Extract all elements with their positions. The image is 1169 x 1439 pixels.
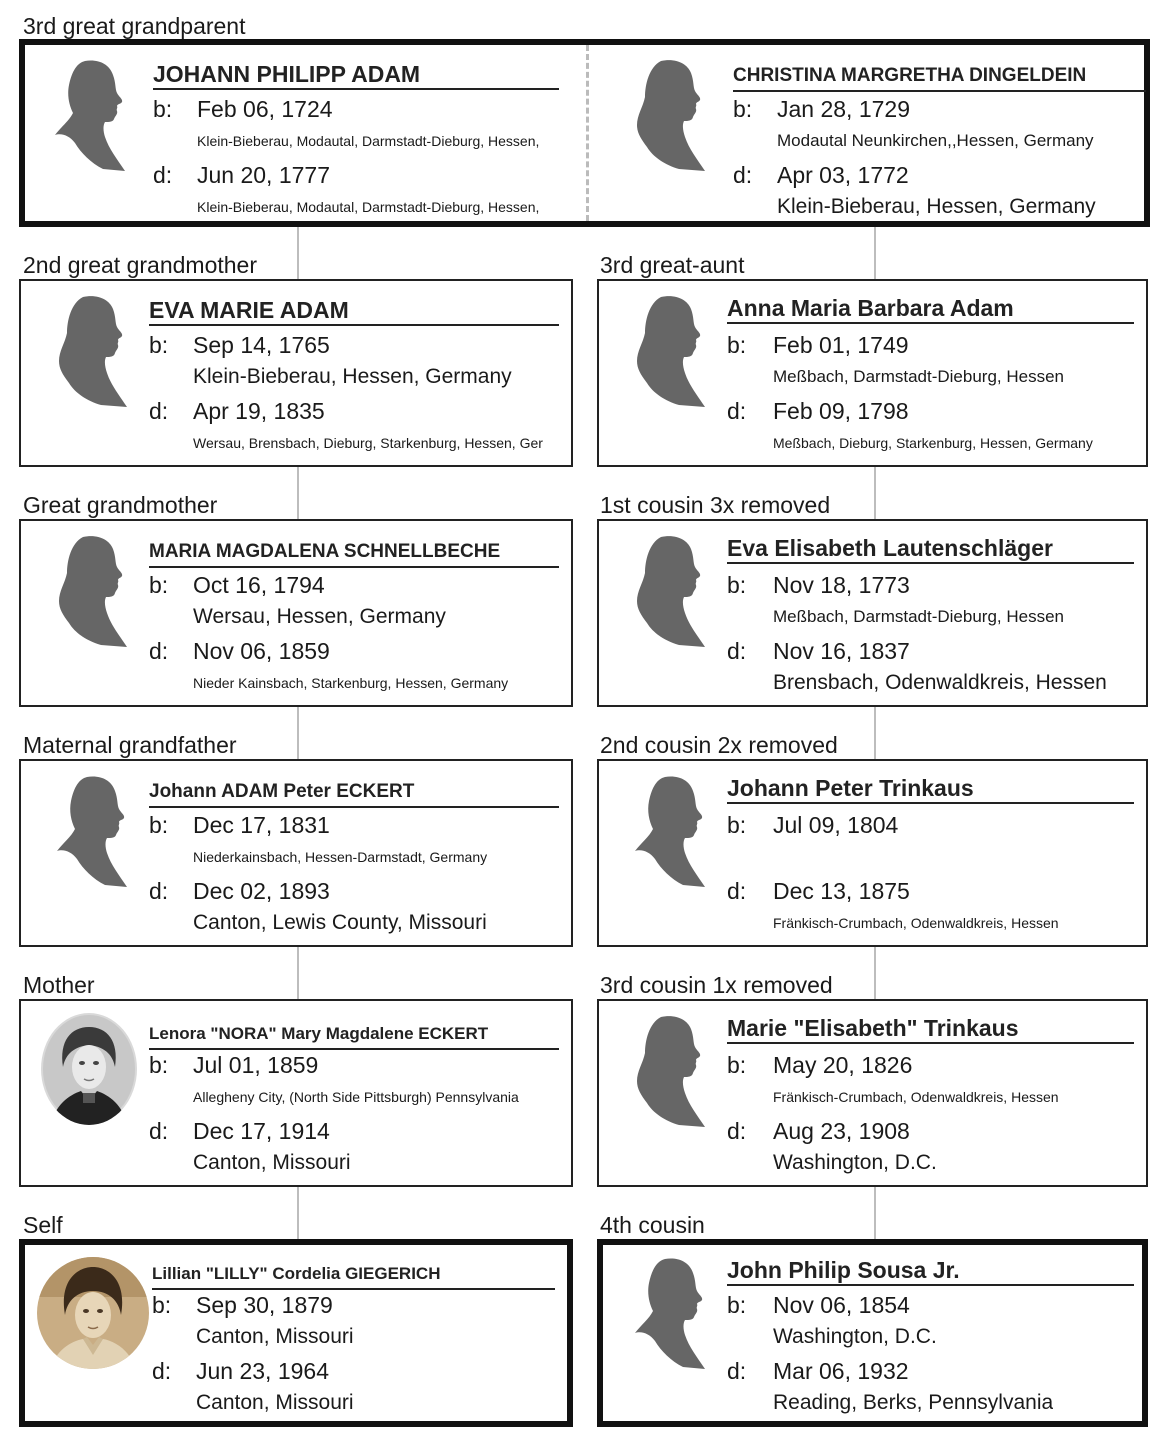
death-place: Canton, Missouri bbox=[193, 1151, 351, 1174]
relationship-label: Great grandmother bbox=[23, 492, 218, 518]
connector-line bbox=[874, 707, 876, 759]
death-date: Dec 17, 1914 bbox=[193, 1118, 330, 1144]
death-place: Meßbach, Dieburg, Starkenburg, Hessen, Germany bbox=[773, 435, 1093, 451]
birth-date: Feb 01, 1749 bbox=[773, 332, 909, 358]
male-silhouette-icon bbox=[635, 1257, 705, 1369]
birth-place: Wersau, Hessen, Germany bbox=[193, 605, 446, 628]
male-silhouette-icon bbox=[57, 775, 127, 887]
relationship-label: 1st cousin 3x removed bbox=[600, 492, 831, 518]
female-silhouette-icon bbox=[57, 535, 127, 647]
person-name: John Philip Sousa Jr. bbox=[727, 1257, 1134, 1286]
relationship-label: Self bbox=[23, 1212, 63, 1238]
birth-date: Dec 17, 1831 bbox=[193, 812, 330, 838]
birth-place: Washington, D.C. bbox=[773, 1325, 937, 1348]
death-place: Washington, D.C. bbox=[773, 1151, 937, 1174]
person-name: Lenora "NORA" Mary Magdalene ECKERT bbox=[149, 1021, 559, 1050]
birth-label: b: bbox=[727, 332, 747, 358]
female-silhouette-icon bbox=[635, 59, 705, 171]
birth-date: Jan 28, 1729 bbox=[777, 96, 911, 122]
person-card[interactable] bbox=[605, 45, 1150, 221]
birth-label: b: bbox=[733, 96, 753, 122]
connector-line bbox=[874, 947, 876, 999]
person-card[interactable] bbox=[597, 519, 1148, 707]
connector-line bbox=[874, 1187, 876, 1239]
birth-label: b: bbox=[727, 1052, 747, 1078]
death-place: Klein-Bieberau, Modautal, Darmstadt-Dieburg, Hessen, bbox=[197, 199, 540, 215]
death-label: d: bbox=[727, 878, 747, 904]
female-silhouette-icon bbox=[635, 1015, 705, 1127]
death-label: d: bbox=[152, 1358, 172, 1384]
death-place: Nieder Kainsbach, Starkenburg, Hessen, Germany bbox=[193, 675, 509, 691]
person-card[interactable] bbox=[597, 999, 1148, 1187]
connector-line bbox=[297, 467, 299, 519]
birth-date: Nov 18, 1773 bbox=[773, 572, 910, 598]
death-date: Jun 23, 1964 bbox=[196, 1358, 330, 1384]
connector-line bbox=[297, 1187, 299, 1239]
connector-line bbox=[297, 707, 299, 759]
birth-label: b: bbox=[153, 96, 173, 122]
death-label: d: bbox=[149, 1118, 169, 1144]
death-date: Apr 19, 1835 bbox=[193, 398, 325, 424]
death-place: Canton, Lewis County, Missouri bbox=[193, 911, 487, 934]
woman-photo-portrait bbox=[41, 1013, 137, 1125]
death-label: d: bbox=[727, 1118, 747, 1144]
birth-label: b: bbox=[727, 572, 747, 598]
birth-date: Jul 09, 1804 bbox=[773, 812, 899, 838]
relationship-label: Maternal grandfather bbox=[23, 732, 237, 758]
person-card[interactable] bbox=[597, 1239, 1148, 1427]
relationship-label: 2nd cousin 2x removed bbox=[600, 732, 838, 758]
male-silhouette-icon bbox=[55, 59, 125, 171]
couple-divider bbox=[586, 45, 589, 221]
person-name: JOHANN PHILIPP ADAM bbox=[153, 61, 559, 90]
person-card[interactable] bbox=[19, 1239, 573, 1427]
relationship-label: Mother bbox=[23, 972, 95, 998]
death-date: Nov 06, 1859 bbox=[193, 638, 330, 664]
death-label: d: bbox=[149, 398, 169, 424]
birth-place: Allegheny City, (North Side Pittsburgh) Pennsylvania bbox=[193, 1089, 519, 1105]
female-silhouette-icon bbox=[57, 295, 127, 407]
birth-label: b: bbox=[727, 1292, 747, 1318]
death-place: Canton, Missouri bbox=[196, 1391, 354, 1414]
connector-line bbox=[297, 947, 299, 999]
death-place: Fränkisch-Crumbach, Odenwaldkreis, Hessen bbox=[773, 915, 1059, 931]
female-silhouette-icon bbox=[635, 295, 705, 407]
birth-date: Feb 06, 1724 bbox=[197, 96, 333, 122]
birth-date: Jul 01, 1859 bbox=[193, 1052, 319, 1078]
birth-place: Klein-Bieberau, Hessen, Germany bbox=[193, 365, 512, 388]
birth-place: Meßbach, Darmstadt-Dieburg, Hessen bbox=[773, 607, 1065, 626]
relationship-label: 4th cousin bbox=[600, 1212, 705, 1238]
couple-box[interactable] bbox=[19, 39, 1150, 227]
connector-line bbox=[874, 467, 876, 519]
person-name: Eva Elisabeth Lautenschläger bbox=[727, 535, 1134, 564]
person-name: Lillian "LILLY" Cordelia GIEGERICH bbox=[152, 1261, 555, 1290]
person-card[interactable] bbox=[19, 759, 573, 947]
death-label: d: bbox=[149, 638, 169, 664]
death-date: Feb 09, 1798 bbox=[773, 398, 909, 424]
death-place: Wersau, Brensbach, Dieburg, Starkenburg, Hessen, Ger bbox=[193, 435, 543, 451]
birth-place: Fränkisch-Crumbach, Odenwaldkreis, Hessen bbox=[773, 1089, 1059, 1105]
relationship-label: 3rd cousin 1x removed bbox=[600, 972, 833, 998]
relationship-label: 3rd great-aunt bbox=[600, 252, 745, 278]
birth-date: Sep 30, 1879 bbox=[196, 1292, 333, 1318]
death-place: Klein-Bieberau, Hessen, Germany bbox=[777, 195, 1096, 218]
death-date: Jun 20, 1777 bbox=[197, 162, 331, 188]
death-date: Apr 03, 1772 bbox=[777, 162, 909, 188]
death-date: Nov 16, 1837 bbox=[773, 638, 910, 664]
birth-place: Canton, Missouri bbox=[196, 1325, 354, 1348]
birth-place: Niederkainsbach, Hessen-Darmstadt, Germany bbox=[193, 849, 488, 865]
relationship-label: 2nd great grandmother bbox=[23, 252, 257, 278]
male-silhouette-icon bbox=[635, 775, 705, 887]
birth-label: b: bbox=[727, 812, 747, 838]
person-name: CHRISTINA MARGRETHA DINGELDEIN bbox=[733, 63, 1146, 92]
connector-line bbox=[874, 227, 876, 279]
birth-label: b: bbox=[149, 1052, 169, 1078]
birth-date: May 20, 1826 bbox=[773, 1052, 913, 1078]
person-card[interactable] bbox=[597, 759, 1148, 947]
birth-label: b: bbox=[149, 332, 169, 358]
birth-label: b: bbox=[149, 572, 169, 598]
death-label: d: bbox=[149, 878, 169, 904]
death-date: Dec 13, 1875 bbox=[773, 878, 910, 904]
birth-place: Modautal Neunkirchen,,Hessen, Germany bbox=[777, 131, 1094, 150]
death-date: Aug 23, 1908 bbox=[773, 1118, 910, 1144]
person-name: EVA MARIE ADAM bbox=[149, 297, 559, 326]
death-place: Reading, Berks, Pennsylvania bbox=[773, 1391, 1054, 1414]
person-card[interactable] bbox=[19, 279, 573, 467]
sepia-woman-photo-portrait bbox=[37, 1257, 149, 1369]
death-label: d: bbox=[733, 162, 753, 188]
birth-label: b: bbox=[152, 1292, 172, 1318]
person-name: Anna Maria Barbara Adam bbox=[727, 295, 1134, 324]
death-label: d: bbox=[727, 638, 747, 664]
person-card[interactable] bbox=[25, 45, 571, 221]
death-label: d: bbox=[727, 1358, 747, 1384]
birth-date: Nov 06, 1854 bbox=[773, 1292, 910, 1318]
birth-date: Oct 16, 1794 bbox=[193, 572, 325, 598]
death-label: d: bbox=[727, 398, 747, 424]
death-date: Mar 06, 1932 bbox=[773, 1358, 909, 1384]
birth-label: b: bbox=[149, 812, 169, 838]
person-name: Johann Peter Trinkaus bbox=[727, 775, 1134, 804]
death-date: Dec 02, 1893 bbox=[193, 878, 330, 904]
person-card[interactable] bbox=[19, 999, 573, 1187]
person-name: Marie "Elisabeth" Trinkaus bbox=[727, 1015, 1134, 1044]
birth-place: Klein-Bieberau, Modautal, Darmstadt-Dieburg, Hessen, bbox=[197, 133, 540, 149]
death-label: d: bbox=[153, 162, 173, 188]
person-card[interactable] bbox=[19, 519, 573, 707]
birth-place: Meßbach, Darmstadt-Dieburg, Hessen bbox=[773, 367, 1065, 386]
person-name: MARIA MAGDALENA SCHNELLBECHE bbox=[149, 539, 559, 568]
death-place: Brensbach, Odenwaldkreis, Hessen bbox=[773, 671, 1107, 694]
person-name: Johann ADAM Peter ECKERT bbox=[149, 779, 559, 808]
female-silhouette-icon bbox=[635, 535, 705, 647]
birth-date: Sep 14, 1765 bbox=[193, 332, 330, 358]
relationship-label: 3rd great grandparent bbox=[23, 13, 246, 39]
person-card[interactable] bbox=[597, 279, 1148, 467]
connector-line bbox=[297, 227, 299, 279]
